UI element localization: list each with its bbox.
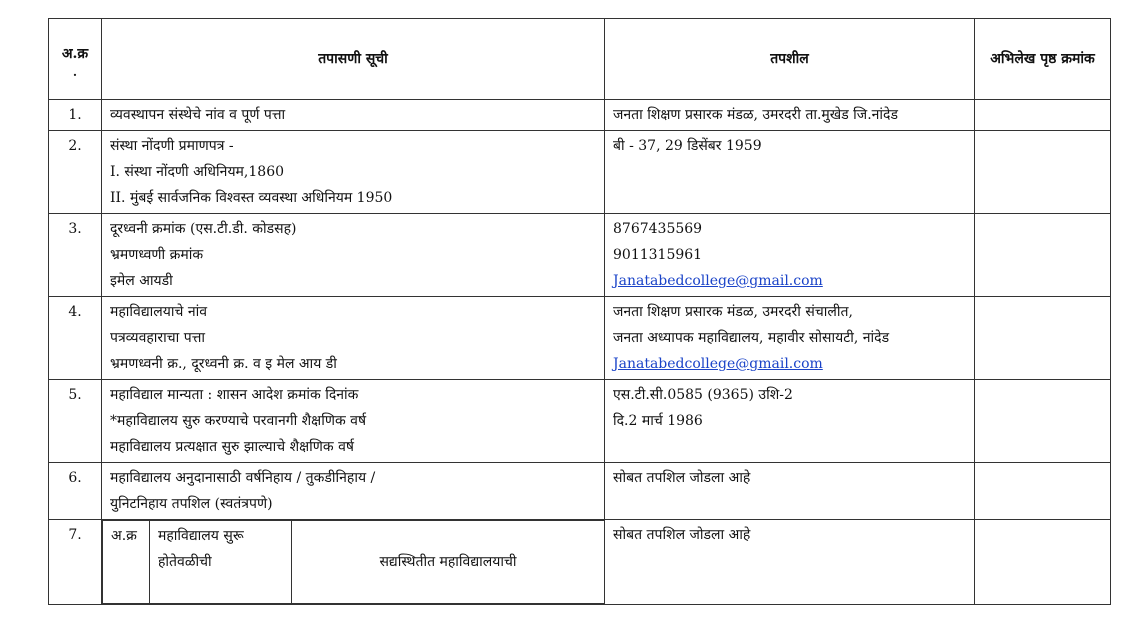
row-item: महाविद्यालय प्रत्यक्षात सुरु झाल्याचे शैक्षणिक वर्ष [110, 439, 354, 455]
row-item: दूरध्वनी क्रमांक (एस.टी.डी. कोडसह) [110, 221, 297, 237]
table-row [49, 380, 1111, 463]
header-details: तपशील [605, 19, 975, 100]
checklist-table [48, 18, 1111, 605]
row-detail: बी - 37, 29 डिसेंबर 1959 [613, 138, 762, 154]
row-item: पत्रव्यवहाराचा पत्ता [110, 330, 206, 346]
header-sn-label: अ.क्र [61, 46, 89, 62]
row-detail: 8767435569 [613, 221, 703, 237]
sub-sn: अ.क्र [103, 521, 150, 604]
table-row [49, 520, 1111, 605]
sub-col-start-line: होतेवळीची [158, 554, 212, 570]
row-sn: 5. [49, 380, 102, 463]
row-page-no [975, 131, 1111, 214]
row-page-no [975, 463, 1111, 520]
row-item: महाविद्यालय अनुदानासाठी वर्षनिहाय / तुकडीनिहाय / [110, 470, 376, 486]
row-items [102, 380, 605, 463]
row-sn: 1. [49, 100, 102, 131]
row-detail: एस.टी.सी.0585 (9365) उशि-2 [613, 387, 793, 403]
row-item: भ्रमणध्वणी क्रमांक [110, 247, 204, 263]
row-detail: सोबत तपशिल जोडला आहे [613, 470, 751, 486]
sub-col-start [150, 521, 292, 604]
row-detail: 9011315961 [613, 247, 703, 263]
row-details [605, 100, 975, 131]
row-detail: जनता शिक्षण प्रसारक मंडळ, उमरदरी संचालीत, [613, 304, 853, 320]
row-details [605, 380, 975, 463]
table-row [49, 297, 1111, 380]
row-item: *महाविद्यालय सुरु करण्याचे परवानगी शैक्षणिक वर्ष [110, 413, 367, 429]
email-link[interactable]: Janatabedcollege@gmail.com [613, 356, 823, 372]
row-items-subtable [102, 520, 605, 605]
header-page-no: अभिलेख पृष्ठ क्रमांक [975, 19, 1111, 100]
row-items [102, 131, 605, 214]
row-sn: 7. [49, 520, 102, 605]
row-details [605, 520, 975, 605]
row-item: I. संस्था नोंदणी अधिनियम,1860 [110, 164, 285, 180]
table-row [49, 214, 1111, 297]
row-detail: जनता अध्यापक महाविद्यालय, महावीर सोसायटी, नांदेड [613, 330, 890, 346]
header-sn-dot: . [72, 65, 78, 79]
row-items [102, 214, 605, 297]
row-item: भ्रमणध्वनी क्र., दूरध्वनी क्र. व इ मेल आय डी [110, 356, 337, 372]
row-details [605, 131, 975, 214]
row-item: व्यवस्थापन संस्थेचे नांव व पूर्ण पत्ता [110, 107, 286, 123]
row-item: संस्था नोंदणी प्रमाणपत्र - [110, 138, 234, 154]
row-details [605, 463, 975, 520]
row-item: महाविद्यालयाचे नांव [110, 304, 208, 320]
email-link[interactable]: Janatabedcollege@gmail.com [613, 273, 823, 289]
header-checklist: तपासणी सूची [102, 19, 605, 100]
row-sn: 4. [49, 297, 102, 380]
row-details [605, 214, 975, 297]
row-detail: दि.2 मार्च 1986 [613, 413, 703, 429]
table-row [49, 100, 1111, 131]
table-row [49, 131, 1111, 214]
row-item: इमेल आयडी [110, 273, 173, 289]
row-items [102, 297, 605, 380]
row-page-no [975, 214, 1111, 297]
row-page-no [975, 100, 1111, 131]
row-detail: जनता शिक्षण प्रसारक मंडळ, उमरदरी ता.मुखेड जि.नांदेड [613, 107, 898, 123]
row-item: युनिटनिहाय तपशिल (स्वतंत्रपणे) [110, 496, 273, 512]
header-sn [49, 19, 102, 100]
table-row [49, 463, 1111, 520]
row-item: II. मुंबई सार्वजनिक विश्वस्त व्यवस्था अधिनियम 1950 [110, 190, 393, 206]
row-sn: 6. [49, 463, 102, 520]
sub-col-start-line: महाविद्यालय सुरू [158, 528, 244, 544]
header-row [49, 19, 1111, 100]
row-items [102, 463, 605, 520]
row-page-no [975, 520, 1111, 605]
row-page-no [975, 380, 1111, 463]
row-item: महाविद्याल मान्यता : शासन आदेश क्रमांक दिनांक [110, 387, 359, 403]
row-page-no [975, 297, 1111, 380]
row-sn: 3. [49, 214, 102, 297]
sub-table [102, 520, 604, 604]
sub-col-current: सद्यस्थितीत महाविद्यालयाची [292, 521, 605, 604]
row-sn: 2. [49, 131, 102, 214]
row-detail: सोबत तपशिल जोडला आहे [613, 527, 751, 543]
row-items [102, 100, 605, 131]
row-details [605, 297, 975, 380]
